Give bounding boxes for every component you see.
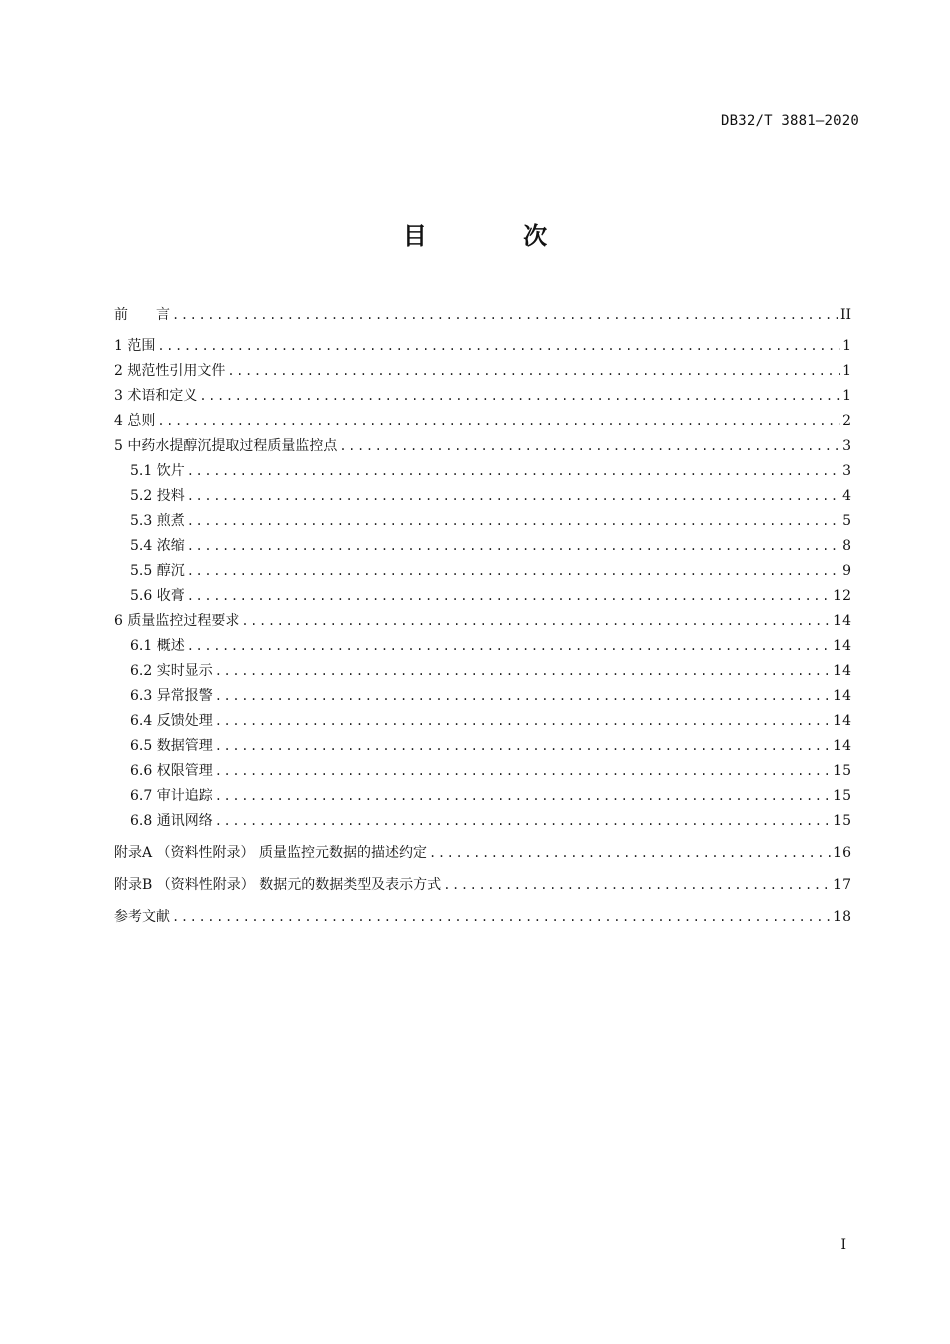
toc-entry-6-1[interactable]	[114, 634, 851, 659]
toc-leader-dots	[187, 634, 831, 659]
toc-label: 5.1 饮片	[130, 463, 185, 479]
toc-page-number: 1	[842, 338, 851, 354]
toc-entry-1[interactable]	[114, 334, 851, 359]
toc-leader-dots	[199, 384, 840, 409]
toc-page-number: 8	[842, 538, 851, 554]
toc-leader-dots	[157, 334, 840, 359]
toc-label: 2 规范性引用文件	[114, 363, 226, 379]
toc-label: 5 中药水提醇沉提取过程质量监控点	[114, 438, 338, 454]
toc-entry-2[interactable]	[114, 359, 851, 384]
toc-leader-dots	[215, 784, 831, 809]
toc-entry-3[interactable]	[114, 384, 851, 409]
toc-label: 附录B （资料性附录） 数据元的数据类型及表示方式	[114, 877, 442, 893]
toc-page-number: 14	[833, 738, 851, 754]
toc-leader-dots	[157, 409, 840, 434]
toc-page-number: 1	[842, 363, 851, 379]
toc-page-number: 15	[833, 763, 851, 779]
toc-entry-6-7[interactable]	[114, 784, 851, 809]
toc-page-number: 1	[842, 388, 851, 404]
toc-page-number: 15	[833, 788, 851, 804]
toc-page-number: 2	[842, 413, 851, 429]
toc-label: 6.3 异常报警	[130, 688, 213, 704]
toc-leader-dots	[187, 484, 840, 509]
standard-code: DB32/T 3881—2020	[720, 113, 859, 129]
toc-entry-6-6[interactable]	[114, 759, 851, 784]
toc-entry-6-2[interactable]	[114, 659, 851, 684]
toc-leader-dots	[215, 684, 831, 709]
toc-leader-dots	[215, 809, 831, 834]
toc-leader-dots	[187, 509, 840, 534]
toc-label: 5.3 煎煮	[130, 513, 185, 529]
page-number: I	[840, 1237, 846, 1253]
toc-label: 5.2 投料	[130, 488, 185, 504]
toc-entry-5[interactable]	[114, 434, 851, 459]
toc-label: 参考文献	[114, 909, 170, 925]
toc-leader-dots	[339, 434, 840, 459]
toc-entry-5-3[interactable]	[114, 509, 851, 534]
toc-entry-5-2[interactable]	[114, 484, 851, 509]
toc-label: 6.6 权限管理	[130, 763, 213, 779]
toc-leader-dots	[215, 709, 831, 734]
toc-entry-6-8[interactable]	[114, 809, 851, 834]
toc-label: 6.8 通讯网络	[130, 813, 213, 829]
toc-label: 6.2 实时显示	[130, 663, 213, 679]
toc-page-number: II	[839, 307, 851, 323]
toc-label: 6.1 概述	[130, 638, 185, 654]
toc-page-number: 15	[833, 813, 851, 829]
toc-leader-dots	[187, 459, 840, 484]
toc-leader-dots	[187, 534, 840, 559]
toc-page-number: 14	[833, 613, 851, 629]
toc-entry-6-3[interactable]	[114, 684, 851, 709]
toc-entry-references[interactable]	[114, 905, 851, 930]
toc-page-number: 16	[833, 845, 851, 861]
toc-leader-dots	[215, 759, 831, 784]
toc-leader-dots	[227, 359, 840, 384]
toc-entry-6-4[interactable]	[114, 709, 851, 734]
toc-leader-dots	[172, 303, 838, 328]
toc-label: 5.4 浓缩	[130, 538, 185, 554]
toc-entry-appendix-b[interactable]	[114, 873, 851, 898]
toc-entry-5-4[interactable]	[114, 534, 851, 559]
toc-label: 1 范围	[114, 338, 156, 354]
toc-page-number: 14	[833, 713, 851, 729]
table-of-contents	[114, 303, 851, 930]
toc-leader-dots	[429, 841, 831, 866]
toc-leader-dots	[215, 734, 831, 759]
toc-leader-dots	[187, 559, 840, 584]
toc-page-number: 3	[842, 438, 851, 454]
toc-leader-dots	[241, 609, 831, 634]
toc-entry-6[interactable]	[114, 609, 851, 634]
toc-page-number: 14	[833, 663, 851, 679]
toc-entry-5-5[interactable]	[114, 559, 851, 584]
toc-page-number: 9	[842, 563, 851, 579]
toc-page-number: 12	[833, 588, 851, 604]
toc-entry-appendix-a[interactable]	[114, 841, 851, 866]
toc-entry-5-6[interactable]	[114, 584, 851, 609]
toc-entry-4[interactable]	[114, 409, 851, 434]
toc-label: 6.5 数据管理	[130, 738, 213, 754]
toc-page-number: 18	[833, 909, 851, 925]
toc-label: 附录A （资料性附录） 质量监控元数据的描述约定	[114, 845, 428, 861]
toc-page-number: 3	[842, 463, 851, 479]
toc-page-number: 5	[842, 513, 851, 529]
toc-entry-6-5[interactable]	[114, 734, 851, 759]
toc-leader-dots	[215, 659, 831, 684]
toc-page-number: 14	[833, 688, 851, 704]
toc-label: 3 术语和定义	[114, 388, 198, 404]
toc-leader-dots	[172, 905, 831, 930]
toc-label: 6.4 反馈处理	[130, 713, 213, 729]
toc-label: 5.5 醇沉	[130, 563, 185, 579]
toc-page-number: 17	[833, 877, 851, 893]
toc-leader-dots	[443, 873, 831, 898]
toc-page-number: 4	[842, 488, 851, 504]
toc-label: 6 质量监控过程要求	[114, 613, 240, 629]
page-title: 目 次	[402, 222, 592, 250]
toc-label: 6.7 审计追踪	[130, 788, 213, 804]
toc-page-number: 14	[833, 638, 851, 654]
toc-entry-5-1[interactable]	[114, 459, 851, 484]
toc-label: 4 总则	[114, 413, 156, 429]
toc-label: 前 言	[114, 307, 170, 323]
toc-entry-foreword[interactable]	[114, 303, 851, 328]
toc-leader-dots	[187, 584, 831, 609]
toc-label: 5.6 收膏	[130, 588, 185, 604]
